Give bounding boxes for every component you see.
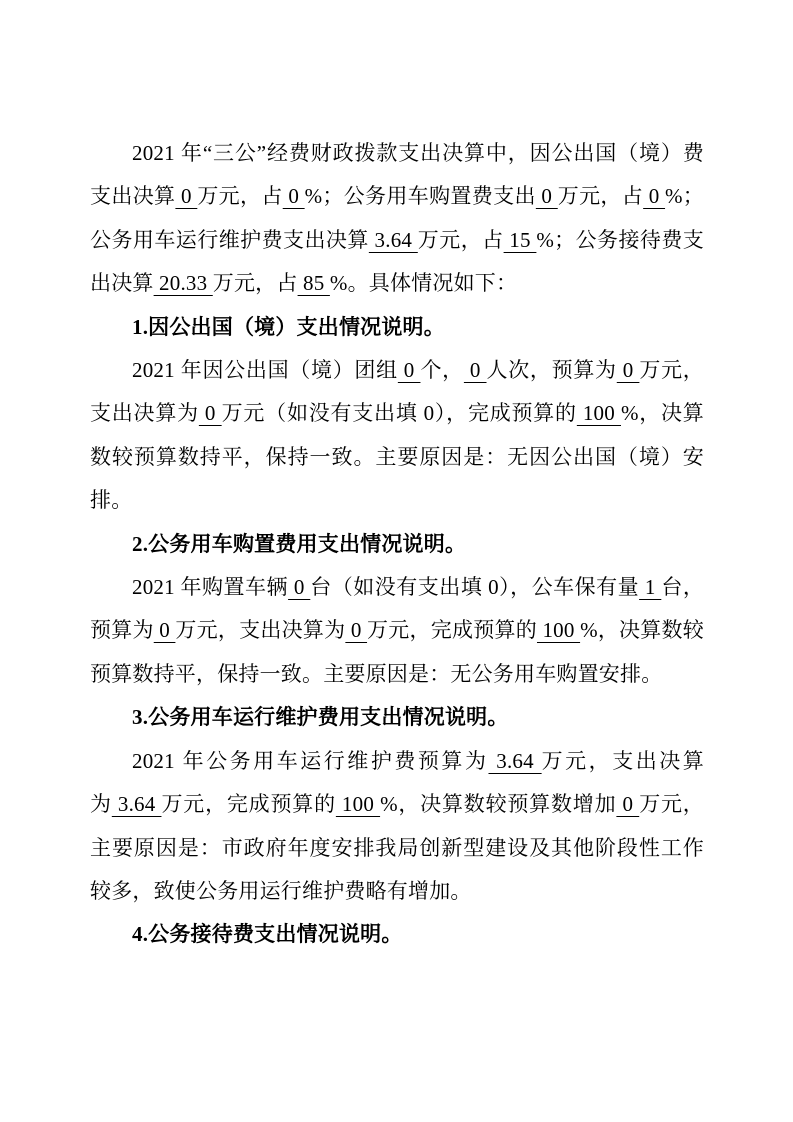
underlined-value: 100 <box>536 618 581 643</box>
text-run: %，决算数较预算数持平，保持一致。主要原因是：无因公出国（境）安排。 <box>90 401 705 513</box>
text-run: 个， <box>420 358 464 383</box>
section-heading <box>90 696 704 739</box>
underlined-value: 15 <box>503 227 537 252</box>
text-run: 万元，完成预算的 <box>161 792 336 817</box>
text-run: 万元，占 <box>417 227 504 252</box>
underlined-value: 0 <box>616 358 640 383</box>
body-paragraph <box>90 740 704 914</box>
underlined-value: 0 <box>345 618 368 643</box>
underlined-value: 100 <box>576 401 621 426</box>
text-run: %；公务用车购置费支出 <box>304 184 536 209</box>
underlined-value: 0 <box>643 184 666 209</box>
underlined-value: 3.64 <box>368 227 418 252</box>
underlined-value: 1 <box>639 575 662 600</box>
underlined-value: 20.33 <box>153 271 213 296</box>
text-run: 万元，支出决算为 <box>90 748 704 817</box>
text-run: 2021 年因公出国（境）团组 <box>132 358 398 383</box>
text-run: 2.公务用车购置费用支出情况说明。 <box>132 531 467 556</box>
body-paragraph <box>90 349 704 523</box>
text-run: 2021 年“三公”经费财政拨款支出决算中，因公出国（境）费支出决算 <box>90 141 704 209</box>
text-run: 2021 年公务用车运行维护费预算为 <box>132 748 489 773</box>
section-heading <box>90 523 704 566</box>
text-run: 3.公务用车运行维护费用支出情况说明。 <box>132 705 509 730</box>
text-run: 万元，占 <box>197 184 283 209</box>
underlined-value: 0 <box>153 618 176 643</box>
text-run: 万元，支出决算为 <box>175 618 346 643</box>
document-body <box>90 132 704 957</box>
underlined-value: 0 <box>463 358 487 383</box>
underlined-value: 0 <box>288 575 311 600</box>
text-run: 2021 年购置车辆 <box>132 575 289 600</box>
underlined-value: 3.64 <box>488 748 542 773</box>
text-run: %，决算数较预算数持平，保持一致。主要原因是：无公务用车购置安排。 <box>90 618 704 686</box>
text-run: 4.公务接待费支出情况说明。 <box>132 922 403 947</box>
text-run: %；公务用车运行维护费支出决算 <box>90 184 704 252</box>
text-run: 人次，预算为 <box>486 358 617 383</box>
underlined-value: 100 <box>335 792 381 817</box>
underlined-value: 0 <box>198 401 222 426</box>
underlined-value: 0 <box>535 184 558 209</box>
text-run: %。具体情况如下： <box>329 271 518 296</box>
body-paragraph <box>90 132 704 306</box>
text-run: 万元，占 <box>212 271 298 296</box>
underlined-value: 0 <box>616 792 640 817</box>
body-paragraph <box>90 566 704 696</box>
underlined-value: 0 <box>175 184 198 209</box>
section-heading <box>90 913 704 956</box>
text-run: 万元，占 <box>557 184 644 209</box>
text-run: 万元，支出决算为 <box>90 358 705 426</box>
underlined-value: 85 <box>297 271 330 296</box>
text-run: 万元，完成预算的 <box>367 618 537 643</box>
section-heading <box>90 306 704 349</box>
text-run: 1.因公出国（境）支出情况说明。 <box>132 314 445 339</box>
text-run: 台，预算为 <box>90 575 705 643</box>
text-run: 万元，主要原因是：市政府年度安排我局创新型建设及其他阶段性工作较多，致使公务用运行维护费略有增加。 <box>90 792 705 903</box>
underlined-value: 3.64 <box>111 792 162 817</box>
underlined-value: 0 <box>397 358 421 383</box>
text-run: 万元（如没有支出填 0），完成预算的 <box>221 401 577 426</box>
text-run: %，决算数较预算数增加 <box>380 792 617 817</box>
text-run: %；公务接待费支出决算 <box>90 227 704 296</box>
text-run: 台（如没有支出填 0），公车保有量 <box>310 575 640 600</box>
underlined-value: 0 <box>282 184 305 209</box>
